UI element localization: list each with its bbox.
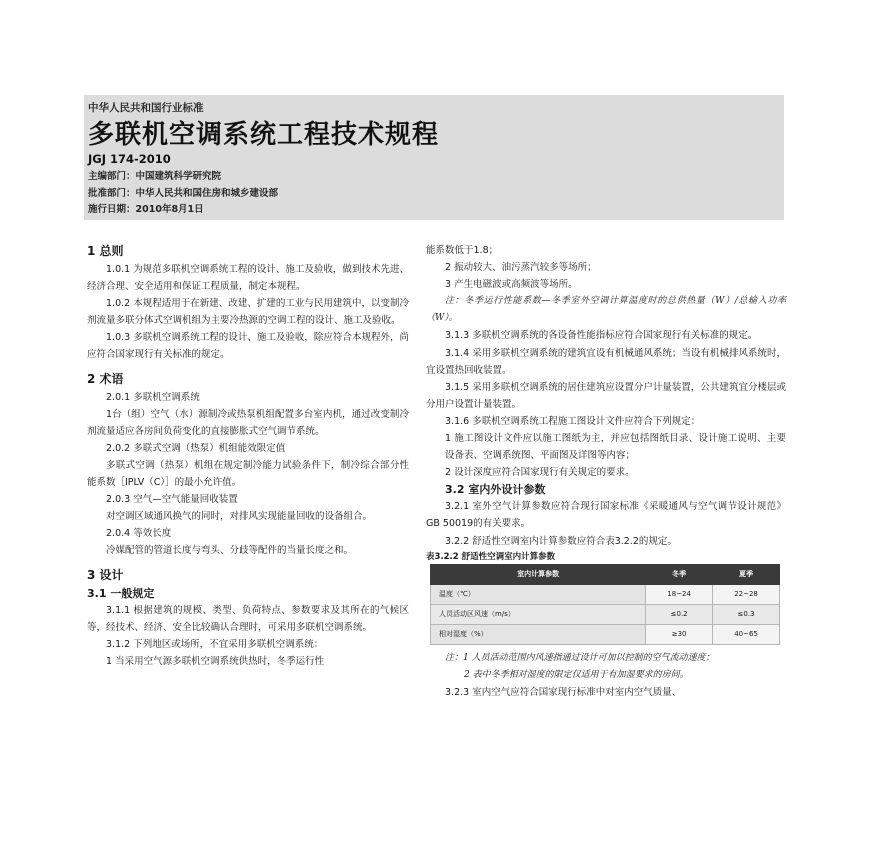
- section-3-title: 3 设计: [87, 567, 124, 582]
- term-2-0-3: 2.0.3 空气—空气能量回收装置: [106, 494, 238, 506]
- right-column: [426, 242, 786, 701]
- table-cell: 温度（℃）: [431, 584, 646, 604]
- term-2-0-2: 2.0.2 多联式空调（热泵）机组能效限定值: [106, 442, 286, 454]
- clause-3-1-2-item-2: 2 振动较大、油污蒸汽较多等场所；: [445, 262, 597, 274]
- note-3-2-2-2: 2 表中冬季相对湿度的限定仅适用于有加湿要求的房间。: [464, 670, 689, 681]
- table-header-summer: 夏季: [713, 564, 780, 584]
- table-row: [431, 584, 780, 604]
- table-cell: ≤0.3: [713, 604, 780, 624]
- clause-3-1-2: 3.1.2 下列地区或场所，不宜采用多联机空调系统：: [106, 638, 324, 650]
- table-cell: 人员活动区风速（m/s）: [431, 604, 646, 624]
- standard-code: JGJ 174-2010: [88, 152, 171, 166]
- term-2-0-4: 2.0.4 等效长度: [106, 528, 172, 540]
- clause-1-0-1: 1.0.1 为规范多联机空调系统工程的设计、施工及验收，做到技术先进、经济合理、安全适用和保证工程质量，制定本规程。: [87, 264, 409, 293]
- clause-3-1-3: 3.1.3 多联机空调系统的各设备性能指标应符合国家现行有关标准的规定。: [445, 330, 758, 342]
- clause-3-1-1: 3.1.1 根据建筑的规模、类型、负荷特点、参数要求及其所在的气候区等，经技术、经济、安全比较确认合理时，可采用多联机空调系统。: [87, 604, 409, 633]
- document-title: 多联机空调系统工程技术规程: [88, 120, 440, 150]
- note-3-1-2: 注：冬季运行性能系数—冬季室外空调计算温度时的总供热量（W）/总输入功率（W）。: [426, 296, 786, 324]
- clause-3-1-2-item-1: 1 当采用空气源多联机空调系统供热时，冬季运行性: [106, 655, 325, 667]
- section-2-title: 2 术语: [87, 371, 124, 386]
- note-3-2-2-1: 注：1 人员活动范围内风速指通过设计可加以控制的空气流动速度；: [445, 652, 715, 663]
- left-column: [87, 242, 409, 670]
- table-cell: 40~65: [713, 624, 780, 644]
- clause-3-1-6-item-2: 2 设计深度应符合国家现行有关规定的要求。: [445, 467, 635, 479]
- section-3-2-title: 3.2 室内外设计参数: [445, 483, 546, 497]
- section-1-title: 1 总则: [87, 244, 124, 258]
- table-header-row: [431, 564, 780, 584]
- clause-3-2-2: 3.2.2 舒适性空调室内计算参数应符合表3.2.2的规定。: [445, 535, 677, 547]
- approver-dept: 批准部门：中华人民共和国住房和城乡建设部: [88, 188, 279, 199]
- term-2-0-2-def: 多联式空调（热泵）机组在规定制冷能力试验条件下，制冷综合部分性能系数［IPLV（C）］的最小允许值。: [87, 459, 409, 489]
- table-row: [431, 604, 780, 624]
- table-cell: 相对湿度（%）: [431, 624, 646, 644]
- effective-date: 施行日期：2010年8月1日: [88, 204, 204, 215]
- clause-3-1-6-item-1: 1 施工图设计文件应以施工图纸为主，并应包括图纸目录、设计施工说明、主要设备表、空调系统图、平面图及详图等内容；: [445, 433, 786, 462]
- term-2-0-3-def: 对空调区域通风换气的同时，对排风实现能量回收的设备组合。: [106, 511, 373, 523]
- table-cell: ≥30: [646, 624, 713, 644]
- clause-3-2-3: 3.2.3 室内空气应符合国家现行标准中对室内空气质量、: [445, 687, 682, 699]
- section-3-1-title: 3.1 一般规定: [87, 586, 155, 600]
- table-row: [431, 624, 780, 644]
- table-cell: ≤0.2: [646, 604, 713, 624]
- clause-3-1-2-item-1-cont: 能系数低于1.8；: [426, 245, 499, 256]
- editor-dept: 主编部门：中国建筑科学研究院: [88, 171, 222, 182]
- term-2-0-1: 2.0.1 多联机空调系统: [106, 391, 200, 403]
- clause-3-1-2-item-3: 3 产生电磁波或高频波等场所。: [445, 279, 578, 291]
- term-2-0-4-def: 冷媒配管的管道长度与弯头、分歧等配件的当量长度之和。: [106, 545, 354, 557]
- table-header-winter: 冬季: [646, 564, 713, 584]
- table-cell: 18~24: [646, 584, 713, 604]
- table-title: 表3.2.2 舒适性空调室内计算参数: [426, 551, 556, 562]
- indoor-params-table: [430, 564, 780, 645]
- table-cell: 22~28: [713, 584, 780, 604]
- clause-3-1-4: 3.1.4 采用多联机空调系统的建筑宜设有机械通风系统；当设有机械排风系统时，宜设置热回收装置。: [426, 347, 786, 376]
- clause-3-1-5: 3.1.5 采用多联机空调系统的居住建筑应设置分户计量装置，公共建筑宜分楼层或分用户设置计量装置。: [426, 381, 786, 410]
- clause-1-0-3: 1.0.3 多联机空调系统工程的设计、施工及验收，除应符合本规程外，尚应符合国家现行有关标准的规定。: [87, 332, 409, 361]
- term-2-0-1-def: 1台（组）空气（水）源制冷或热泵机组配置多台室内机，通过改变制冷剂流量适应各房间负荷变化的直接膨胀式空气调节系统。: [87, 408, 409, 437]
- clause-1-0-2: 1.0.2 本规程适用于在新建、改建、扩建的工业与民用建筑中，以变制冷剂流量多联分体式空调机组为主要冷热源的空调工程的设计、施工及验收。: [87, 298, 409, 327]
- table-header-param: 室内计算参数: [431, 564, 646, 584]
- clause-3-1-6: 3.1.6 多联机空调系统工程施工图设计文件应符合下列规定：: [445, 415, 701, 427]
- standard-category: 中华人民共和国行业标准: [88, 102, 204, 114]
- clause-3-2-1: 3.2.1 室外空气计算参数应符合现行国家标准《采暖通风与空气调节设计规范》GB 50019的有关要求。: [426, 501, 786, 530]
